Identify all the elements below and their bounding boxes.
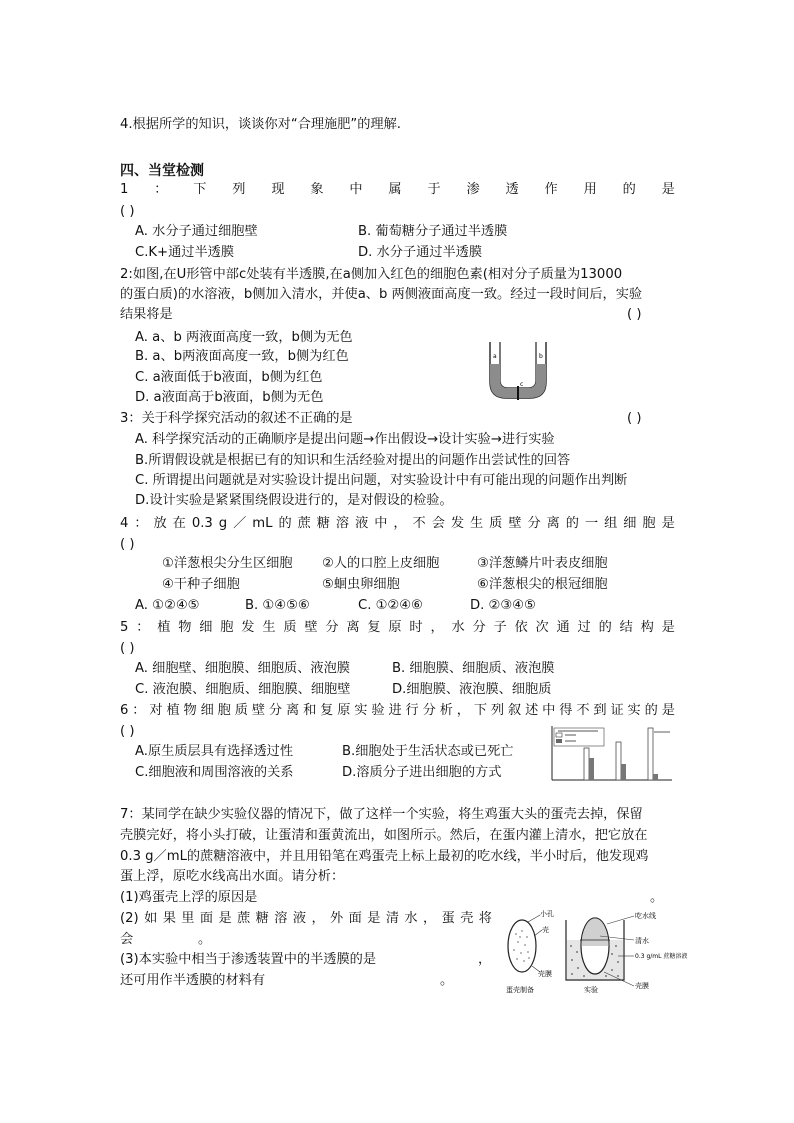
q6-paren: ( ) xyxy=(120,724,135,739)
q2-option-c: C. a液面低于b液面，b侧为红色 xyxy=(135,370,323,385)
q5-stem-char: 时 xyxy=(409,620,423,635)
q5-stem-char: 通 xyxy=(556,620,570,635)
label-sucrose: 0.3 g/mL 蔗糖溶液 xyxy=(635,953,688,960)
q6-stem-char: 是 xyxy=(661,703,675,718)
q4-stem-char: 质 xyxy=(489,516,503,531)
q5-stem-char: 物 xyxy=(178,620,192,635)
q4-stem-char: 生 xyxy=(470,516,484,531)
q1-option-c: C.K+通过半透膜 xyxy=(135,245,235,260)
q5-stem-char: 发 xyxy=(241,620,255,635)
q7-sub2-char: 面 xyxy=(348,911,362,926)
q3-option-b: B.所谓假设就是根据已有的知识和生活经验对提出的问题作出尝试性的回答 xyxy=(135,453,571,468)
q6-stem-char: 物 xyxy=(183,703,197,718)
u-tube-label-a: a xyxy=(493,353,497,360)
bar-4 xyxy=(621,764,626,780)
u-tube-label-b: b xyxy=(539,353,543,360)
q3-option-d: D.设计实验是紧紧围绕假设进行的，是对假设的检验。 xyxy=(135,493,453,508)
q4-stem-char: 在 xyxy=(172,516,186,531)
label-prep: 蛋壳制备 xyxy=(506,986,534,994)
q6-stem-char: 列 xyxy=(490,703,505,718)
q5-stem-char: 结 xyxy=(619,620,633,635)
q4-stem-char: 壁 xyxy=(508,516,522,531)
q6-stem-char: 下 xyxy=(473,703,488,718)
q2-stem-line1: 2:如图,在U形管中部c处装有半透膜,在a侧加入红色的细胞色素(相对分子质量为13000 xyxy=(120,267,623,282)
q5-stem-char: 水 xyxy=(451,620,465,635)
intro-question: 4.根据所学的知识，谈谈你对“合理施肥”的理解. xyxy=(120,117,401,132)
q5-option-d: D.细胞膜、液泡膜、细胞质 xyxy=(392,682,552,697)
q7-stem-line2: 壳膜完好，将小头打破，让蛋清和蛋黄流出，如图所示。然后，在蛋内灌上清水，把它放在 xyxy=(120,828,648,843)
q5-stem-char: 原 xyxy=(388,620,402,635)
bar-2 xyxy=(589,758,594,780)
q4-item-2: ②人的口腔上皮细胞 xyxy=(322,556,440,571)
q6-stem-char: 到 xyxy=(593,703,607,718)
u-tube-label-c: c xyxy=(520,381,524,388)
q7-sub3-comma: ， xyxy=(478,952,492,967)
q7-sub2-char: ， xyxy=(423,911,437,926)
q6-option-c: C.细胞液和周围溶液的关系 xyxy=(135,765,294,780)
q7-sub2 xyxy=(120,910,492,928)
q7-sub3: (3)本实验中相当于渗透装置中的半透膜的是 xyxy=(120,952,377,967)
q5-stem-char: 质 xyxy=(283,620,297,635)
q5-option-c: C. 液泡膜、细胞质、细胞膜、细胞壁 xyxy=(135,682,351,697)
q4-item-4: ④干种子细胞 xyxy=(162,577,240,592)
q1-stem-char: 的 xyxy=(622,182,636,197)
q7-sub2-line2: 会 xyxy=(120,932,134,947)
label-waterline: 吃水线 xyxy=(635,912,656,920)
q1-stem-char: 中 xyxy=(349,182,363,197)
q7-sub2-char: 将 xyxy=(478,911,492,926)
q5-option-a: A. 细胞壁、细胞膜、细胞质、液泡膜 xyxy=(135,661,350,676)
q1-stem-char: 列 xyxy=(232,182,246,197)
q6-stem-char: 6 xyxy=(120,703,129,718)
bar-5 xyxy=(648,728,653,780)
q5-stem-char: 分 xyxy=(472,620,486,635)
q4-stem-char: ： xyxy=(134,516,148,531)
q4-item-6: ⑥洋葱根尖的根冠细胞 xyxy=(477,577,608,592)
q1-stem-char: 象 xyxy=(310,182,324,197)
q4-option-b: B. ①④⑤⑥ xyxy=(245,598,310,613)
q6-stem xyxy=(120,702,675,720)
q1-stem-char: 渗 xyxy=(466,182,480,197)
q4-stem-char: 糖 xyxy=(316,516,330,531)
q7-sub2-char: 里 xyxy=(181,911,195,926)
label-shell-membrane-left: 壳膜 xyxy=(538,970,552,978)
q6-stem-char: 实 xyxy=(354,703,368,718)
q5-stem-char: 的 xyxy=(598,620,612,635)
q1-option-a: A. 水分子通过细胞壁 xyxy=(135,224,258,239)
q5-stem-char: 胞 xyxy=(220,620,234,635)
bar-6 xyxy=(653,774,658,780)
q2-stem-line3: 结果将是 xyxy=(120,307,173,322)
q6-option-d: D.溶质分子进出细胞的方式 xyxy=(342,765,502,780)
q7-sub1: (1)鸡蛋壳上浮的原因是 xyxy=(120,890,258,905)
q3-option-c: C. 所谓提出问题就是对实验设计提出问题，对实验设计中有可能出现的问题作出判断 xyxy=(135,473,628,488)
q5-stem-char: 生 xyxy=(262,620,276,635)
q6-stem-char: ， xyxy=(456,703,470,718)
q1-stem-char: 1 xyxy=(120,182,129,197)
q4-stem-char: 离 xyxy=(546,516,560,531)
q7-stem-line3: 0.3 g／mL的蔗糖溶液中，并且用铅笔在鸡蛋壳上标上最初的吃水线，半小时后，他发现鸡 xyxy=(120,849,649,864)
q4-stem-char: 液 xyxy=(355,516,369,531)
q5-stem-char: 依 xyxy=(514,620,528,635)
q6-stem-char: 行 xyxy=(405,703,419,718)
q5-stem xyxy=(120,619,675,637)
q7-stem-line4: 蛋上浮，原吃水线高出水面。请分析： xyxy=(120,869,345,884)
q7-sub2-char: 如 xyxy=(144,911,158,926)
q6-stem-char: 壁 xyxy=(251,703,266,718)
label-shell-membrane-right: 壳膜 xyxy=(635,982,649,990)
q7-sub2-end: 。 xyxy=(198,932,212,947)
q6-stem-char: ： xyxy=(132,703,146,718)
q4-stem xyxy=(120,515,675,533)
q2-option-d: D. a液面高于b液面，b侧为无色 xyxy=(135,390,324,405)
label-shell: 壳 xyxy=(542,926,549,934)
q1-stem-char: 透 xyxy=(505,182,519,197)
q4-stem-char: 0.3 xyxy=(191,516,213,531)
q6-stem-char: 质 xyxy=(234,703,248,718)
q7-sub2-char: 是 xyxy=(218,911,232,926)
q5-stem-char: ， xyxy=(430,620,444,635)
q4-stem-char: 分 xyxy=(527,516,541,531)
q2-stem-line2: 的蛋白质)的水溶液，b侧加入清水，并使a、b 两侧液面高度一致。经过一段时间后，实验 xyxy=(120,287,643,302)
q4-stem-char: 组 xyxy=(604,516,618,531)
q4-stem-char: g xyxy=(218,516,228,531)
q4-paren: ( ) xyxy=(120,537,135,552)
q4-stem-char: 胞 xyxy=(642,516,656,531)
q6-stem-char: 的 xyxy=(644,703,658,718)
q6-stem-char: 分 xyxy=(268,703,283,718)
q6-stem-char: 实 xyxy=(627,703,641,718)
q4-stem-char: 溶 xyxy=(335,516,350,531)
q6-stem-char: 不 xyxy=(576,703,590,718)
q1-stem xyxy=(120,181,675,199)
q7-sub2-char: (2) xyxy=(120,911,139,926)
q6-stem-char: 和 xyxy=(303,703,317,718)
q5-stem-char: 过 xyxy=(577,620,591,635)
q7-sub2-char: 液 xyxy=(292,911,307,926)
q6-stem-char: 植 xyxy=(166,703,180,718)
q6-stem-char: 叙 xyxy=(508,703,522,718)
q7-sub2-char: 清 xyxy=(385,911,399,926)
label-water: 清水 xyxy=(635,937,649,945)
q6-stem-char: 得 xyxy=(559,703,573,718)
q2-paren: ( ) xyxy=(627,307,642,322)
q4-stem-char: ／ xyxy=(233,516,247,531)
q7-sub2-char: 面 xyxy=(199,911,214,926)
bar-1 xyxy=(584,748,589,780)
label-experiment: 实验 xyxy=(584,986,598,994)
q4-option-d: D. ②③④⑤ xyxy=(470,598,536,613)
q5-stem-char: 植 xyxy=(157,620,171,635)
section-title: 四、当堂检测 xyxy=(120,163,204,179)
q7-sub2-char: 糖 xyxy=(255,911,269,926)
q6-stem-char: 细 xyxy=(200,703,214,718)
q7-sub2-char: 溶 xyxy=(274,911,288,926)
q1-stem-char: 用 xyxy=(583,182,597,197)
q5-stem-char: 分 xyxy=(325,620,339,635)
q7-stem-line1: 7：某同学在缺少实验仪器的情况下，做了这样一个实验，将生鸡蛋大头的蛋壳去掉，保留 xyxy=(120,807,643,822)
q1-stem-char: 现 xyxy=(271,182,285,197)
q1-stem-char: 作 xyxy=(544,182,558,197)
q3-paren: ( ) xyxy=(627,411,642,426)
q4-stem-char: 蔗 xyxy=(297,516,311,531)
q7-sub2-char: 外 xyxy=(330,911,344,926)
q4-stem-char: ， xyxy=(393,516,407,531)
q5-stem-char: 构 xyxy=(640,620,654,635)
q4-stem-char: 的 xyxy=(278,516,292,531)
q7-sub2-char: 是 xyxy=(367,911,381,926)
q4-item-3: ③洋葱鳞片叶表皮细胞 xyxy=(477,556,608,571)
q3-option-a: A. 科学探究活动的正确顺序是提出问题→作出假设→设计实验→进行实验 xyxy=(135,432,555,447)
q4-stem-char: 的 xyxy=(565,516,579,531)
q4-stem-char: 发 xyxy=(450,516,465,531)
q4-stem-char: 4 xyxy=(120,516,129,531)
q6-stem-char: 离 xyxy=(285,703,300,718)
bar-3 xyxy=(616,742,621,780)
q5-stem-char: 壁 xyxy=(304,620,318,635)
q6-option-a: A.原生质层具有选择透过性 xyxy=(135,744,294,759)
q4-stem-char: 不 xyxy=(412,516,426,531)
q7-sub2-char: 果 xyxy=(162,911,176,926)
q7-sub2-char: 蔗 xyxy=(237,911,251,926)
q6-stem-char: 述 xyxy=(525,703,539,718)
q1-stem-char: 是 xyxy=(661,182,675,197)
q4-stem-char: 会 xyxy=(431,516,445,531)
q6-stem-char: 中 xyxy=(542,703,556,718)
q4-item-1: ①洋葱根尖分生区细胞 xyxy=(162,556,293,571)
q5-option-b: B. 细胞膜、细胞质、液泡膜 xyxy=(392,661,555,676)
q4-stem-char: 放 xyxy=(153,516,167,531)
q1-stem-char: 于 xyxy=(427,182,441,197)
q5-stem-char: 子 xyxy=(493,620,507,635)
q4-option-c: C. ①②④⑥ xyxy=(358,598,423,613)
egg-experiment-figure xyxy=(500,906,688,998)
q7-sub1-end: 。 xyxy=(650,890,664,905)
q3-stem: 3：关于科学探究活动的叙述不正确的是 xyxy=(120,411,353,426)
q6-stem-char: 析 xyxy=(439,703,453,718)
q5-stem-char: 是 xyxy=(661,620,675,635)
q5-stem-char: 细 xyxy=(199,620,213,635)
label-hole: 小孔 xyxy=(540,910,554,918)
q7-sub3-line2: 还可用作半透膜的材料有 xyxy=(120,973,266,988)
q4-stem-char: 一 xyxy=(584,516,599,531)
q1-option-d: D. 水分子通过半透膜 xyxy=(358,245,483,260)
q6-option-b: B.细胞处于生活状态或已死亡 xyxy=(342,744,514,759)
q6-stem-char: 证 xyxy=(610,703,624,718)
q6-stem-char: 进 xyxy=(388,703,402,718)
q1-stem-char: ： xyxy=(154,182,168,197)
q5-paren: ( ) xyxy=(120,641,135,656)
q4-stem-char: mL xyxy=(252,516,273,531)
q2-option-a: A. a、b 两液面高度一致，b侧为无色 xyxy=(135,330,353,345)
q6-stem-char: 对 xyxy=(149,703,163,718)
q2-option-b: B. a、b两液面高度一致，b侧为红色 xyxy=(135,349,349,364)
q1-stem-char: 下 xyxy=(193,182,207,197)
q5-stem-char: 离 xyxy=(346,620,360,635)
q4-item-5: ⑤蛔虫卵细胞 xyxy=(322,577,400,592)
q6-stem-char: 复 xyxy=(320,703,334,718)
q1-stem-char: 属 xyxy=(388,182,402,197)
egg-shell xyxy=(508,920,536,972)
q7-sub2-char: 蛋 xyxy=(441,911,455,926)
q5-stem-char: ： xyxy=(136,620,150,635)
u-tube-figure xyxy=(484,334,554,404)
q7-sub3-end: 。 xyxy=(440,973,454,988)
q1-option-b: B. 葡萄糖分子通过半透膜 xyxy=(358,224,508,239)
q5-stem-char: 次 xyxy=(535,620,549,635)
q6-stem-char: 原 xyxy=(337,703,351,718)
q7-sub2-char: 水 xyxy=(404,911,418,926)
ion-concentration-figure xyxy=(546,724,676,786)
q7-sub2-char: 壳 xyxy=(460,911,474,926)
q5-stem-char: 复 xyxy=(367,620,381,635)
q5-stem-char: 5 xyxy=(120,620,129,635)
q7-sub2-char: ， xyxy=(311,911,325,926)
q6-stem-char: 分 xyxy=(422,703,436,718)
q6-stem-char: 验 xyxy=(371,703,385,718)
q4-stem-char: 是 xyxy=(661,516,675,531)
q6-stem-char: 胞 xyxy=(217,703,231,718)
q4-stem-char: 细 xyxy=(623,516,637,531)
q1-paren: ( ) xyxy=(120,204,135,219)
q4-stem-char: 中 xyxy=(374,516,388,531)
q4-option-a: A. ①②④⑤ xyxy=(135,598,200,613)
